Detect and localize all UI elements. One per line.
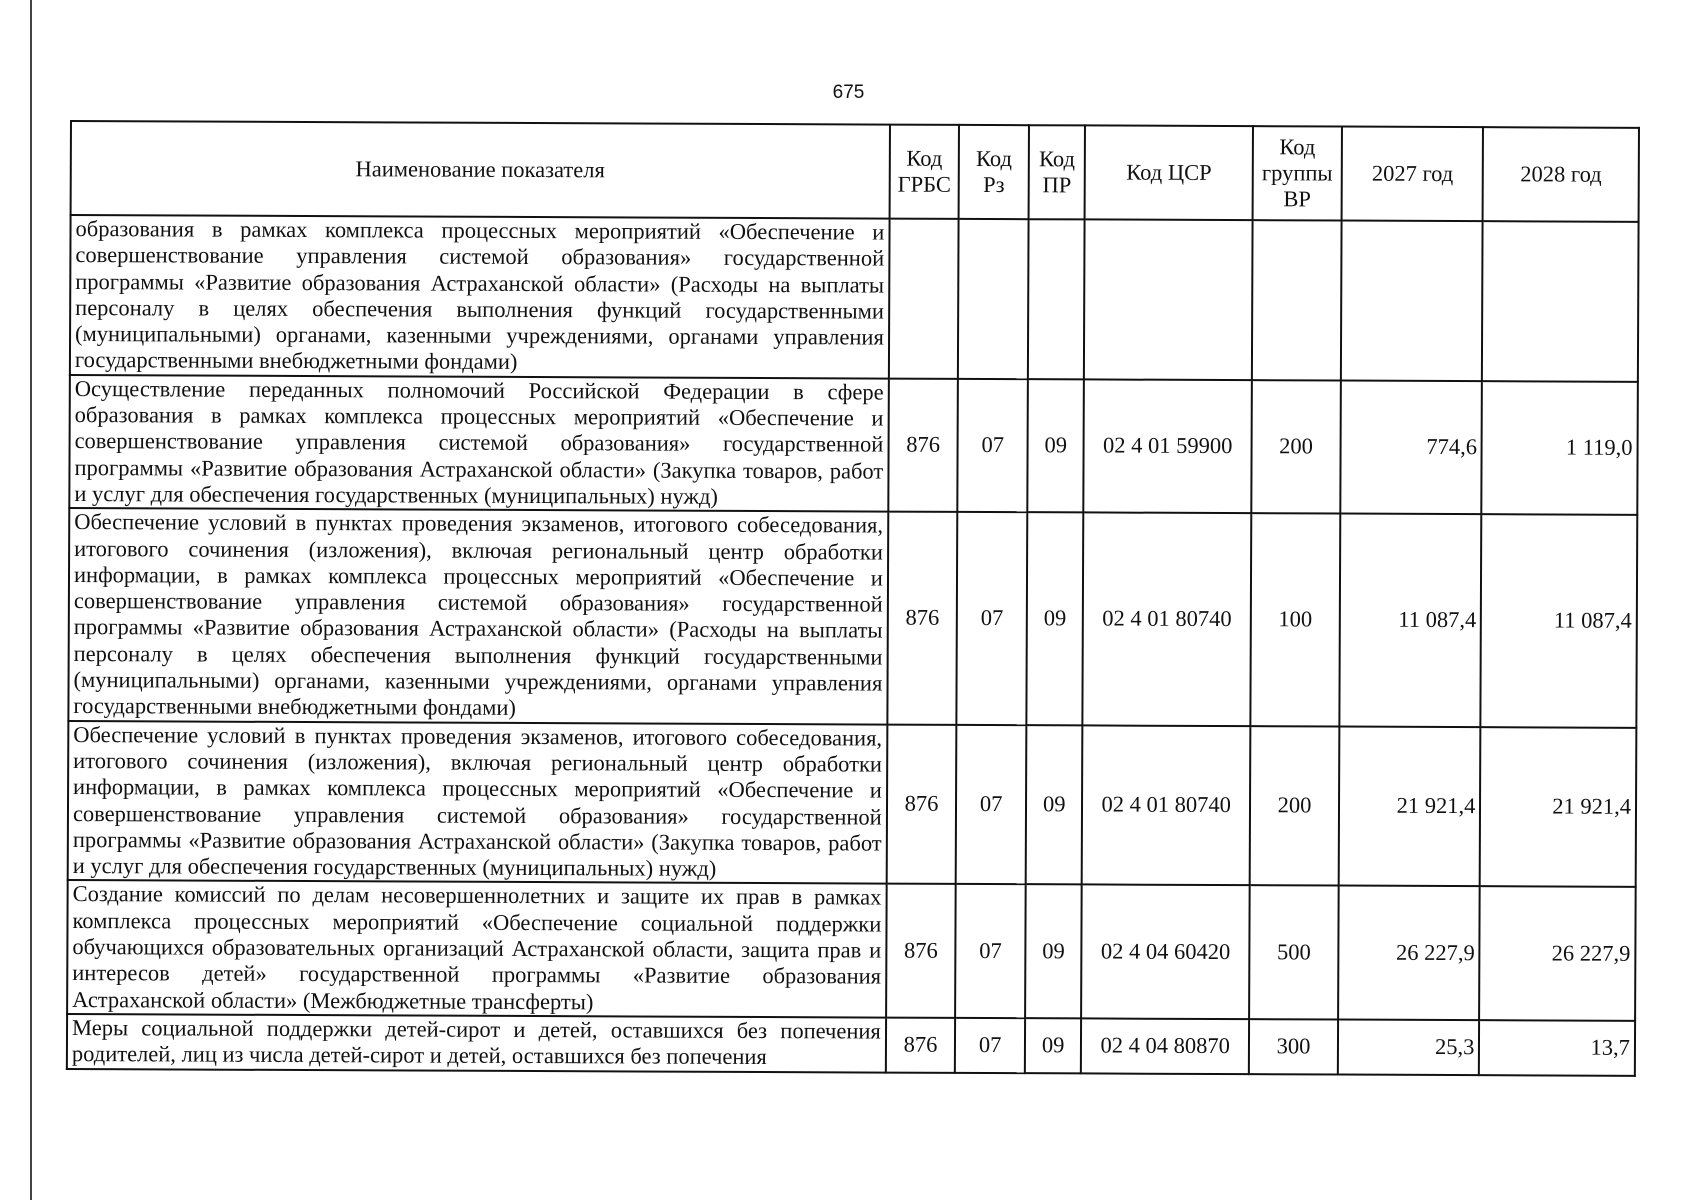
header-name: Наименование показателя xyxy=(71,121,890,219)
row-pr xyxy=(1028,219,1085,379)
header-grbs: Код ГРБС xyxy=(889,125,959,219)
table-header-row xyxy=(71,121,1639,222)
row-pr: 09 xyxy=(1026,725,1083,885)
row-pr: 09 xyxy=(1026,512,1083,725)
row-rz: 07 xyxy=(957,512,1028,725)
row-2028: 1 119,0 xyxy=(1482,381,1638,515)
row-vr: 200 xyxy=(1251,380,1341,514)
row-rz: 07 xyxy=(958,379,1028,513)
table-row xyxy=(67,1014,1635,1076)
row-grbs: 876 xyxy=(886,1017,956,1072)
row-csr: 02 4 01 80740 xyxy=(1082,725,1250,886)
row-rz: 07 xyxy=(956,725,1026,885)
header-2027: 2027 год xyxy=(1342,127,1484,222)
row-rz xyxy=(958,219,1028,379)
row-name: Обеспечение условий в пунктах проведения экзаменов, итогового собеседования, итогового сочинения (изложения), включая региональный центр обработки информации, в рамках комплекса процессных мероприятий «Обеспечение и совершенствование управления системой образования» государственной программы «Развитие образования Астраханской области» (Закупка товаров, работ и услуг для обеспечения государственных (муниципальных) нужд) xyxy=(68,721,887,884)
row-grbs: 876 xyxy=(886,724,956,884)
left-margin-line xyxy=(30,0,32,1200)
row-vr: 300 xyxy=(1249,1019,1338,1074)
row-pr: 09 xyxy=(1025,885,1082,1019)
row-csr: 02 4 04 60420 xyxy=(1082,885,1250,1019)
table-row xyxy=(68,721,1637,888)
row-name: Осуществление переданных полномочий Российской Федерации в сфере образования в рамках комплекса процессных мероприятий «Обеспечение и совершенствование управления системой образования» государственной программы «Развитие образования Астраханской области» (Закупка товаров, работ и услуг для обеспечения государственных (муниципальных) нужд) xyxy=(69,375,888,512)
row-grbs: 876 xyxy=(887,512,958,725)
row-grbs: 876 xyxy=(888,378,958,512)
row-name: Меры социальной поддержки детей-сирот и детей, оставшихся без попечения родителей, лиц из числа детей-сирот и детей, оставшихся без попечения xyxy=(67,1014,886,1073)
header-rz: Код Рз xyxy=(959,125,1029,219)
row-name: образования в рамках комплекса процессных мероприятий «Обеспечение и совершенствование управления системой образования» государственной программы «Развитие образования Астраханской области» (Расходы на выплаты персоналу в целях обеспечения выполнения функций государственными (муниципальными) органами, казенными учреждениями, органами управления государственными внебюджетными фондами) xyxy=(70,215,889,378)
row-csr: 02 4 04 80870 xyxy=(1081,1018,1249,1074)
header-2028: 2028 год xyxy=(1483,127,1639,222)
budget-table xyxy=(66,120,1640,1077)
table-row xyxy=(67,880,1636,1020)
row-pr: 09 xyxy=(1025,1018,1082,1073)
row-2028: 11 087,4 xyxy=(1481,514,1638,727)
row-pr: 09 xyxy=(1027,379,1084,513)
row-2028: 26 227,9 xyxy=(1480,887,1636,1021)
row-2027 xyxy=(1341,221,1483,381)
table-row xyxy=(69,375,1638,515)
row-2027: 25,3 xyxy=(1338,1019,1480,1075)
row-vr: 100 xyxy=(1250,513,1340,726)
row-name: Обеспечение условий в пунктах проведения экзаменов, итогового собеседования, итогового сочинения (изложения), включая региональный центр обработки информации, в рамках комплекса процессных мероприятий «Обеспечение и совершенствование управления системой образования» государственной программы «Развитие образования Астраханской области» (Расходы на выплаты персоналу в целях обеспечения выполнения функций государственными (муниципальными) органами, казенными учреждениями, органами управления государственными внебюджетными фондами) xyxy=(68,508,888,724)
table-row xyxy=(68,508,1637,727)
row-name: Создание комиссий по делам несовершеннолетних и защите их прав в рамках комплекса процессных мероприятий «Обеспечение социальной поддержки обучающихся образовательных организаций Астраханской области, защита прав и интересов детей» государственной программы «Развитие образования Астраханской области» (Межбюджетные трансферты) xyxy=(67,880,886,1017)
row-csr xyxy=(1084,219,1252,380)
page-number: 675 xyxy=(832,82,865,103)
row-vr: 500 xyxy=(1249,886,1339,1020)
row-2027: 11 087,4 xyxy=(1339,514,1481,727)
row-2027: 26 227,9 xyxy=(1338,886,1480,1020)
row-grbs: 876 xyxy=(886,884,956,1018)
row-2028: 21 921,4 xyxy=(1480,727,1636,887)
row-csr: 02 4 01 59900 xyxy=(1084,379,1252,513)
row-2028: 13,7 xyxy=(1479,1020,1635,1076)
header-csr: Код ЦСР xyxy=(1085,125,1253,220)
row-2028 xyxy=(1482,221,1638,381)
row-rz: 07 xyxy=(955,1018,1025,1073)
header-vr: Код группы ВР xyxy=(1252,126,1342,220)
row-rz: 07 xyxy=(955,884,1025,1018)
row-2027: 774,6 xyxy=(1340,380,1482,514)
table-row xyxy=(70,215,1639,382)
row-grbs xyxy=(889,219,959,379)
row-vr: 200 xyxy=(1250,726,1340,886)
header-pr: Код ПР xyxy=(1029,125,1086,219)
row-csr: 02 4 01 80740 xyxy=(1083,513,1251,726)
row-2027: 21 921,4 xyxy=(1339,726,1481,886)
row-vr xyxy=(1252,220,1342,380)
